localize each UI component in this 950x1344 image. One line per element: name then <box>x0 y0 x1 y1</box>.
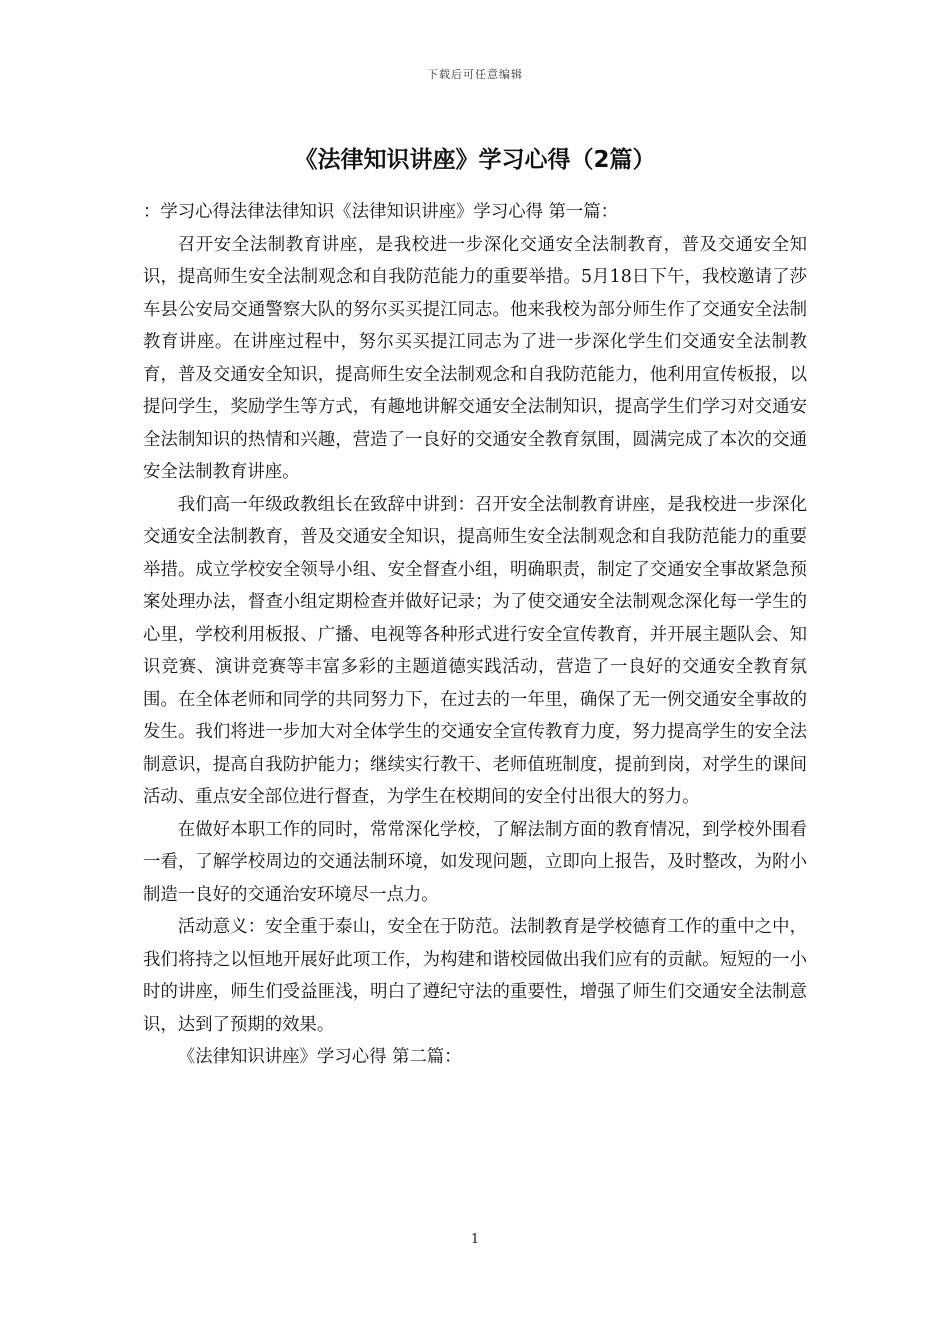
intro-line: ：学习心得法律法律知识《法律知识讲座》学习心得 第一篇： <box>143 202 619 222</box>
paragraph: 活动意义：安全重于泰山，安全在于防范。法制教育是学校德育工作的重中之中，我们将持之以恒地开展好此项工作，为构建和谐校园做出我们应有的贡献。短短的一小时的讲座，师生们受益匪浅，明白了遵纪守法的重要性，增强了师生们交通安全法制意识，达到了预期的效果。 <box>143 917 807 1035</box>
header-note: 下载后可任意编辑 <box>427 68 523 81</box>
section-heading: 《法律知识讲座》学习心得 第二篇： <box>177 1047 462 1067</box>
paragraph: 在做好本职工作的同时，常常深化学校，了解法制方面的教育情况，到学校外围看一看，了解学校周边的交通法制环境，如发现问题，立即向上报告，及时整改，为附小制造一良好的交通治安环境尽一点力。 <box>143 819 807 905</box>
paragraph: 我们高一年级政教组长在致辞中讲到：召开安全法制教育讲座，是我校进一步深化交通安全法制教育，普及交通安全知识，提高师生安全法制观念和自我防范能力的重要举措。成立学校安全领导小组、安全督查小组，明确职责，制定了交通安全事故紧急预案处理办法，督查小组定期检查并做好记录；为了使交通安全法制观念深化每一学生的心里，学校利用板报、广播、电视等各种形式进行安全宣传教育，并开展主题队会、知识竞赛、演讲竞赛等丰富多彩的主题道德实践活动，营造了一良好的交通安全教育氛围。在全体老师和同学的共同努力下，在过去的一年里，确保了无一例交通安全事故的发生。我们将进一步加大对全体学生的交通安全宣传教育力度，努力提高学生的安全法制意识，提高自我防护能力；继续实行教干、老师值班制度，提前到岗，对学生的课间活动、重点安全部位进行督查，为学生在校期间的安全付出很大的努力。 <box>143 494 807 807</box>
document-title: 《法律知识讲座》学习心得（2篇） <box>294 147 656 173</box>
paragraph: 召开安全法制教育讲座，是我校进一步深化交通安全法制教育，普及交通安全知识，提高师生安全法制观念和自我防范能力的重要举措。5月18日下午，我校邀请了莎车县公安局交通警察大队的努尔买买提江同志。他来我校为部分师生作了交通安全法制教育讲座。在讲座过程中，努尔买买提江同志为了进一步深化学生们交通安全法制教育，普及交通安全知识，提高师生安全法制观念和自我防范能力，他利用宣传板报，以提问学生，奖励学生等方式，有趣地讲解交通安全法制知识，提高学生们学习对交通安全法制知识的热情和兴趣，营造了一良好的交通安全教育氛围，圆满完成了本次的交通安全法制教育讲座。 <box>143 234 807 482</box>
document-body <box>143 196 807 1074</box>
page-number: 1 <box>470 1232 480 1247</box>
